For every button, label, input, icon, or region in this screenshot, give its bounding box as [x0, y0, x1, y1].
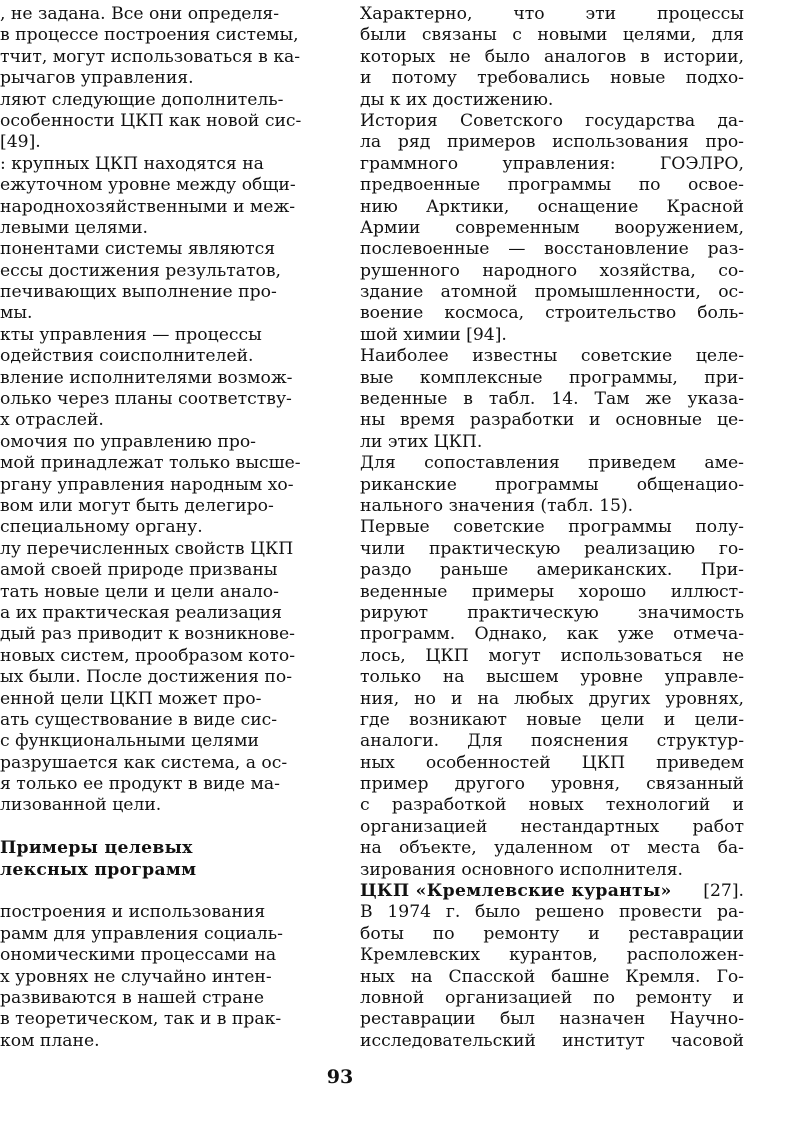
text-line: на объекте, удаленном от места ба-	[360, 838, 744, 859]
left-paragraph-4	[0, 239, 340, 325]
right-paragraph-5	[360, 517, 744, 881]
text-line: с разработкой новых технологий и	[360, 795, 744, 816]
text-line: шой химии [94].	[360, 324, 507, 345]
text-line: х уровнях не случайно интен-	[0, 966, 272, 987]
section-gap	[0, 881, 340, 902]
text-line: Для сопоставления приведем аме-	[360, 453, 744, 474]
text-line: аналоги. Для пояснения структур-	[360, 731, 744, 752]
text-line: чили практическую реализацию го-	[360, 538, 744, 559]
right-paragraph-2	[360, 111, 744, 346]
text-line: рамм для управления социаль-	[0, 923, 283, 944]
section-heading	[0, 838, 340, 881]
text-line: разрушается как система, а ос-	[0, 752, 288, 773]
text-line: только на высшем уровне управле-	[360, 667, 744, 688]
text-line: ессы достижения результатов,	[0, 260, 281, 281]
left-paragraph-1	[0, 4, 340, 90]
text-line: В 1974 г. было решено провести ра-	[360, 902, 744, 923]
right-paragraph-3	[360, 346, 744, 453]
heading-line: Примеры целевых	[0, 838, 193, 859]
right-paragraph-1	[360, 4, 744, 111]
text-line: : крупных ЦКП находятся на	[0, 153, 264, 174]
text-line: Армии современным вооружением,	[360, 217, 744, 238]
text-line: Кремлевских курантов, расположен-	[360, 945, 744, 966]
text-line: ных на Спасской башне Кремля. Го-	[360, 966, 744, 987]
left-paragraph-2	[0, 90, 340, 154]
section-heading	[360, 881, 744, 902]
left-column	[0, 4, 340, 1052]
left-paragraph-8	[0, 902, 340, 1052]
text-line: которых не было аналогов в истории,	[360, 46, 744, 67]
heading-title: ЦКП «Кремлевские куранты»	[360, 881, 672, 902]
text-line: амой своей природе призваны	[0, 560, 278, 581]
text-line: вые комплексные программы, при-	[360, 367, 744, 388]
text-line: мой принадлежат только высше-	[0, 453, 301, 474]
text-line: а их практическая реализация	[0, 602, 282, 623]
text-line: исследовательский институт часовой	[360, 1030, 744, 1051]
text-line: риканские программы общенацио-	[360, 474, 744, 495]
text-line: реставрации был назначен Научно-	[360, 1009, 744, 1030]
text-line: ловной организацией по ремонту и	[360, 987, 744, 1008]
text-line: специальному органу.	[0, 517, 203, 538]
text-line: Наиболее известны советские целе-	[360, 346, 744, 367]
text-line: тать новые цели и цели анало-	[0, 581, 279, 602]
text-line: печивающих выполнение про-	[0, 282, 277, 303]
text-line: мы.	[0, 303, 33, 324]
text-line: в процессе построения системы,	[0, 25, 299, 46]
left-paragraph-3	[0, 154, 340, 240]
text-line: дый раз приводит к возникнове-	[0, 624, 295, 645]
text-line: послевоенные — восстановление раз-	[360, 239, 744, 260]
text-line: нию Арктики, оснащение Красной	[360, 196, 744, 217]
right-paragraph-4	[360, 453, 744, 517]
text-line: ны время разработки и основные це-	[360, 410, 744, 431]
text-line: кты управления — процессы	[0, 324, 262, 345]
text-line: зирования основного исполнителя.	[360, 859, 684, 880]
text-line: вление исполнителями возмож-	[0, 367, 293, 388]
left-paragraph-6	[0, 432, 340, 539]
text-line: новых систем, прообразом кото-	[0, 645, 296, 666]
page-number: 93	[326, 1066, 354, 1088]
text-line: боты по ремонту и реставрации	[360, 923, 744, 944]
text-line: были связаны с новыми целями, для	[360, 25, 744, 46]
text-line: ли этих ЦКП.	[360, 431, 483, 452]
text-line: рушенного народного хозяйства, со-	[360, 260, 744, 281]
left-paragraph-5	[0, 325, 340, 432]
heading-line: лексных программ	[0, 859, 197, 880]
text-line: где возникают новые цели и цели-	[360, 709, 744, 730]
text-line: предвоенные программы по освое-	[360, 175, 744, 196]
text-line: ляют следующие дополнитель-	[0, 89, 284, 110]
text-line: ла ряд примеров использования про-	[360, 132, 744, 153]
text-line: енной цели ЦКП может про-	[0, 688, 262, 709]
text-line: одействия соисполнителей.	[0, 346, 254, 367]
text-line: веденные примеры хорошо иллюст-	[360, 581, 744, 602]
text-line: лизованной цели.	[0, 795, 162, 816]
text-line: пример другого уровня, связанный	[360, 774, 744, 795]
text-line: раздо раньше американских. При-	[360, 560, 744, 581]
text-line: программ. Однако, как уже отмеча-	[360, 624, 744, 645]
text-line: нального значения (табл. 15).	[360, 495, 634, 516]
text-line: ды к их достижению.	[360, 89, 554, 110]
text-line: Характерно, что эти процессы	[360, 4, 744, 24]
section-gap	[0, 817, 340, 838]
text-line: ономическими процессами на	[0, 945, 277, 966]
text-line: граммного управления: ГОЭЛРО,	[360, 153, 744, 174]
text-line: лу перечисленных свойств ЦКП	[0, 538, 294, 559]
text-line: народнохозяйственными и меж-	[0, 196, 296, 217]
right-paragraph-6	[360, 902, 744, 1052]
text-line: здание атомной промышленности, ос-	[360, 282, 744, 303]
text-line: ежуточном уровне между общи-	[0, 175, 296, 196]
text-line: омочия по управлению про-	[0, 431, 256, 452]
text-line: организацией нестандартных работ	[360, 816, 744, 837]
text-line: вом или могут быть делегиро-	[0, 495, 274, 516]
text-line: лось, ЦКП могут использоваться не	[360, 645, 744, 666]
text-line: ать существование в виде сис-	[0, 709, 278, 730]
text-line: , не задана. Все они определя-	[0, 4, 280, 24]
text-line: ния, но и на любых других уровнях,	[360, 688, 744, 709]
left-paragraph-7	[0, 539, 340, 817]
text-line: воение космоса, строительство боль-	[360, 303, 744, 324]
text-line: тчит, могут использоваться в ка-	[0, 46, 301, 67]
text-line: левыми целями.	[0, 217, 149, 238]
text-line: ных особенностей ЦКП приведем	[360, 752, 744, 773]
text-line: и потому требовались новые подхо-	[360, 68, 744, 89]
text-line: олько через планы соответству-	[0, 389, 292, 410]
text-line: понентами системы являются	[0, 239, 276, 260]
text-line: я только ее продукт в виде ма-	[0, 774, 280, 795]
text-line: рируют практическую значимость	[360, 602, 744, 623]
text-line: развиваются в нашей стране	[0, 987, 265, 1008]
text-line: История Советского государства да-	[360, 110, 744, 131]
text-line: [49].	[0, 132, 41, 153]
text-line: особенности ЦКП как новой сис-	[0, 110, 302, 131]
text-line: х отраслей.	[0, 410, 104, 431]
text-line: ргану управления народным хо-	[0, 474, 294, 495]
text-line: в теоретическом, так и в прак-	[0, 1009, 282, 1030]
text-line: построения и использования	[0, 902, 266, 923]
text-line: с функциональными целями	[0, 731, 259, 752]
text-line: веденные в табл. 14. Там же указа-	[360, 389, 744, 410]
text-line: Первые советские программы полу-	[360, 517, 744, 538]
text-line: рычагов управления.	[0, 68, 194, 89]
text-line: ком плане.	[0, 1030, 100, 1051]
text-line: ых были. После достижения по-	[0, 667, 293, 688]
heading-reference: [27].	[703, 881, 744, 902]
right-column	[360, 4, 744, 1052]
